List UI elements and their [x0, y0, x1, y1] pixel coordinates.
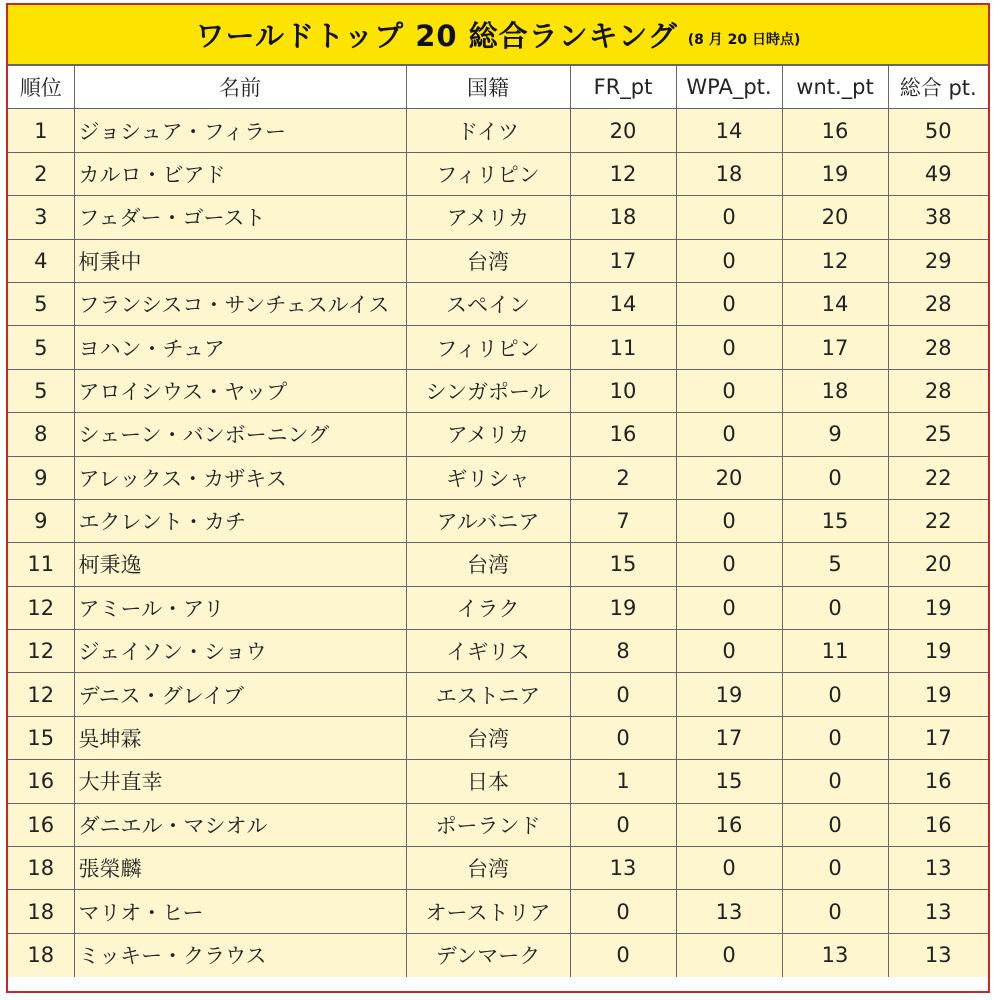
player-name-cell: ミッキー・クラウス	[74, 933, 406, 976]
wnt-pt-cell: 13	[782, 933, 888, 976]
player-name-cell: 吳坤霖	[74, 716, 406, 759]
fr-pt-cell: 15	[570, 543, 676, 586]
rank-cell: 16	[8, 760, 74, 803]
rank-cell: 18	[8, 933, 74, 976]
wnt-pt-cell: 11	[782, 630, 888, 673]
wnt-pt-cell: 0	[782, 456, 888, 499]
total-pt-cell: 28	[888, 282, 988, 325]
wnt-pt-cell: 0	[782, 673, 888, 716]
nationality-cell: イギリス	[406, 630, 570, 673]
wnt-pt-cell: 0	[782, 586, 888, 629]
total-pt-cell: 17	[888, 716, 988, 759]
player-name-cell: シェーン・バンボーニング	[74, 413, 406, 456]
table-row	[8, 586, 988, 629]
wnt-pt-cell: 0	[782, 803, 888, 846]
nationality-cell: 台湾	[406, 716, 570, 759]
wpa-pt-cell: 0	[676, 499, 782, 542]
wnt-pt-cell: 0	[782, 847, 888, 890]
table-row	[8, 847, 988, 890]
wpa-pt-cell: 0	[676, 543, 782, 586]
table-row	[8, 326, 988, 369]
fr-pt-cell: 0	[570, 933, 676, 976]
table-row	[8, 196, 988, 239]
ranking-frame	[6, 3, 990, 993]
player-name-cell: 大井直幸	[74, 760, 406, 803]
wnt-pt-cell: 14	[782, 282, 888, 325]
wnt-pt-cell: 16	[782, 109, 888, 152]
wnt-pt-cell: 19	[782, 152, 888, 195]
rank-cell: 9	[8, 456, 74, 499]
column-header-fr-pt: FR_pt	[570, 66, 676, 109]
header-row	[8, 66, 988, 109]
wpa-pt-cell: 0	[676, 933, 782, 976]
wpa-pt-cell: 0	[676, 326, 782, 369]
nationality-cell: 台湾	[406, 543, 570, 586]
wnt-pt-cell: 0	[782, 890, 888, 933]
fr-pt-cell: 12	[570, 152, 676, 195]
player-name-cell: フェダー・ゴースト	[74, 196, 406, 239]
wpa-pt-cell: 16	[676, 803, 782, 846]
nationality-cell: スペイン	[406, 282, 570, 325]
fr-pt-cell: 10	[570, 369, 676, 412]
player-name-cell: アレックス・カザキス	[74, 456, 406, 499]
player-name-cell: 柯秉逸	[74, 543, 406, 586]
nationality-cell: アメリカ	[406, 196, 570, 239]
fr-pt-cell: 8	[570, 630, 676, 673]
fr-pt-cell: 2	[570, 456, 676, 499]
wpa-pt-cell: 15	[676, 760, 782, 803]
rank-cell: 5	[8, 326, 74, 369]
fr-pt-cell: 1	[570, 760, 676, 803]
fr-pt-cell: 18	[570, 196, 676, 239]
fr-pt-cell: 13	[570, 847, 676, 890]
wnt-pt-cell: 18	[782, 369, 888, 412]
column-header-nationality: 国籍	[406, 66, 570, 109]
wpa-pt-cell: 14	[676, 109, 782, 152]
total-pt-cell: 19	[888, 586, 988, 629]
nationality-cell: アルバニア	[406, 499, 570, 542]
fr-pt-cell: 0	[570, 803, 676, 846]
nationality-cell: シンガポール	[406, 369, 570, 412]
wpa-pt-cell: 0	[676, 586, 782, 629]
column-header-rank: 順位	[8, 66, 74, 109]
table-row	[8, 630, 988, 673]
column-header-total-pt: 総合 pt.	[888, 66, 988, 109]
fr-pt-cell: 7	[570, 499, 676, 542]
fr-pt-cell: 19	[570, 586, 676, 629]
wpa-pt-cell: 0	[676, 413, 782, 456]
wpa-pt-cell: 0	[676, 239, 782, 282]
table-row	[8, 803, 988, 846]
total-pt-cell: 19	[888, 673, 988, 716]
wnt-pt-cell: 0	[782, 716, 888, 759]
title-bar	[8, 5, 988, 65]
nationality-cell: 台湾	[406, 847, 570, 890]
table-row	[8, 239, 988, 282]
column-header-wpa-pt: WPA_pt.	[676, 66, 782, 109]
player-name-cell: ダニエル・マシオル	[74, 803, 406, 846]
rank-cell: 3	[8, 196, 74, 239]
nationality-cell: ポーランド	[406, 803, 570, 846]
nationality-cell: オーストリア	[406, 890, 570, 933]
wpa-pt-cell: 17	[676, 716, 782, 759]
rank-cell: 12	[8, 630, 74, 673]
nationality-cell: フィリピン	[406, 326, 570, 369]
rank-cell: 8	[8, 413, 74, 456]
player-name-cell: アミール・アリ	[74, 586, 406, 629]
table-row	[8, 456, 988, 499]
player-name-cell: ジョシュア・フィラー	[74, 109, 406, 152]
rank-cell: 5	[8, 282, 74, 325]
total-pt-cell: 22	[888, 499, 988, 542]
column-header-name: 名前	[74, 66, 406, 109]
total-pt-cell: 28	[888, 369, 988, 412]
table-row	[8, 543, 988, 586]
total-pt-cell: 20	[888, 543, 988, 586]
nationality-cell: デンマーク	[406, 933, 570, 976]
fr-pt-cell: 0	[570, 890, 676, 933]
total-pt-cell: 22	[888, 456, 988, 499]
wpa-pt-cell: 0	[676, 369, 782, 412]
wpa-pt-cell: 19	[676, 673, 782, 716]
player-name-cell: 柯秉中	[74, 239, 406, 282]
wnt-pt-cell: 20	[782, 196, 888, 239]
wnt-pt-cell: 17	[782, 326, 888, 369]
total-pt-cell: 19	[888, 630, 988, 673]
total-pt-cell: 29	[888, 239, 988, 282]
total-pt-cell: 13	[888, 933, 988, 976]
fr-pt-cell: 20	[570, 109, 676, 152]
total-pt-cell: 16	[888, 803, 988, 846]
nationality-cell: ドイツ	[406, 109, 570, 152]
table-row	[8, 369, 988, 412]
player-name-cell: ジェイソン・ショウ	[74, 630, 406, 673]
table-row	[8, 109, 988, 152]
nationality-cell: ギリシャ	[406, 456, 570, 499]
nationality-cell: アメリカ	[406, 413, 570, 456]
wpa-pt-cell: 0	[676, 282, 782, 325]
table-row	[8, 933, 988, 976]
total-pt-cell: 16	[888, 760, 988, 803]
wpa-pt-cell: 0	[676, 630, 782, 673]
nationality-cell: 日本	[406, 760, 570, 803]
page-title: ワールドトップ 20 総合ランキング	[195, 19, 678, 53]
total-pt-cell: 38	[888, 196, 988, 239]
rank-cell: 18	[8, 890, 74, 933]
table-row	[8, 716, 988, 759]
wnt-pt-cell: 0	[782, 760, 888, 803]
rank-cell: 15	[8, 716, 74, 759]
wpa-pt-cell: 20	[676, 456, 782, 499]
column-header-wnt-pt: wnt._pt	[782, 66, 888, 109]
total-pt-cell: 28	[888, 326, 988, 369]
rank-cell: 11	[8, 543, 74, 586]
title-date: (8 月 20 日時点)	[687, 31, 801, 48]
fr-pt-cell: 0	[570, 673, 676, 716]
total-pt-cell: 50	[888, 109, 988, 152]
table-row	[8, 152, 988, 195]
nationality-cell: エストニア	[406, 673, 570, 716]
rank-cell: 2	[8, 152, 74, 195]
wnt-pt-cell: 12	[782, 239, 888, 282]
fr-pt-cell: 0	[570, 716, 676, 759]
rank-cell: 12	[8, 586, 74, 629]
player-name-cell: フランシスコ・サンチェスルイス	[74, 282, 406, 325]
table-row	[8, 760, 988, 803]
nationality-cell: 台湾	[406, 239, 570, 282]
nationality-cell: フィリピン	[406, 152, 570, 195]
table-row	[8, 413, 988, 456]
player-name-cell: デニス・グレイブ	[74, 673, 406, 716]
table-row	[8, 890, 988, 933]
total-pt-cell: 25	[888, 413, 988, 456]
fr-pt-cell: 16	[570, 413, 676, 456]
nationality-cell: イラク	[406, 586, 570, 629]
fr-pt-cell: 14	[570, 282, 676, 325]
rank-cell: 1	[8, 109, 74, 152]
rank-cell: 5	[8, 369, 74, 412]
ranking-table	[8, 65, 988, 977]
table-row	[8, 673, 988, 716]
table-row	[8, 282, 988, 325]
player-name-cell: ヨハン・チュア	[74, 326, 406, 369]
ranking-table-body	[8, 109, 988, 977]
player-name-cell: アロイシウス・ヤップ	[74, 369, 406, 412]
rank-cell: 16	[8, 803, 74, 846]
wnt-pt-cell: 5	[782, 543, 888, 586]
player-name-cell: エクレント・カチ	[74, 499, 406, 542]
wnt-pt-cell: 9	[782, 413, 888, 456]
total-pt-cell: 13	[888, 890, 988, 933]
total-pt-cell: 13	[888, 847, 988, 890]
table-row	[8, 499, 988, 542]
wnt-pt-cell: 15	[782, 499, 888, 542]
player-name-cell: 張榮麟	[74, 847, 406, 890]
wpa-pt-cell: 13	[676, 890, 782, 933]
wpa-pt-cell: 0	[676, 847, 782, 890]
fr-pt-cell: 17	[570, 239, 676, 282]
rank-cell: 4	[8, 239, 74, 282]
rank-cell: 9	[8, 499, 74, 542]
rank-cell: 12	[8, 673, 74, 716]
wpa-pt-cell: 0	[676, 196, 782, 239]
rank-cell: 18	[8, 847, 74, 890]
fr-pt-cell: 11	[570, 326, 676, 369]
total-pt-cell: 49	[888, 152, 988, 195]
player-name-cell: マリオ・ヒー	[74, 890, 406, 933]
player-name-cell: カルロ・ビアド	[74, 152, 406, 195]
wpa-pt-cell: 18	[676, 152, 782, 195]
